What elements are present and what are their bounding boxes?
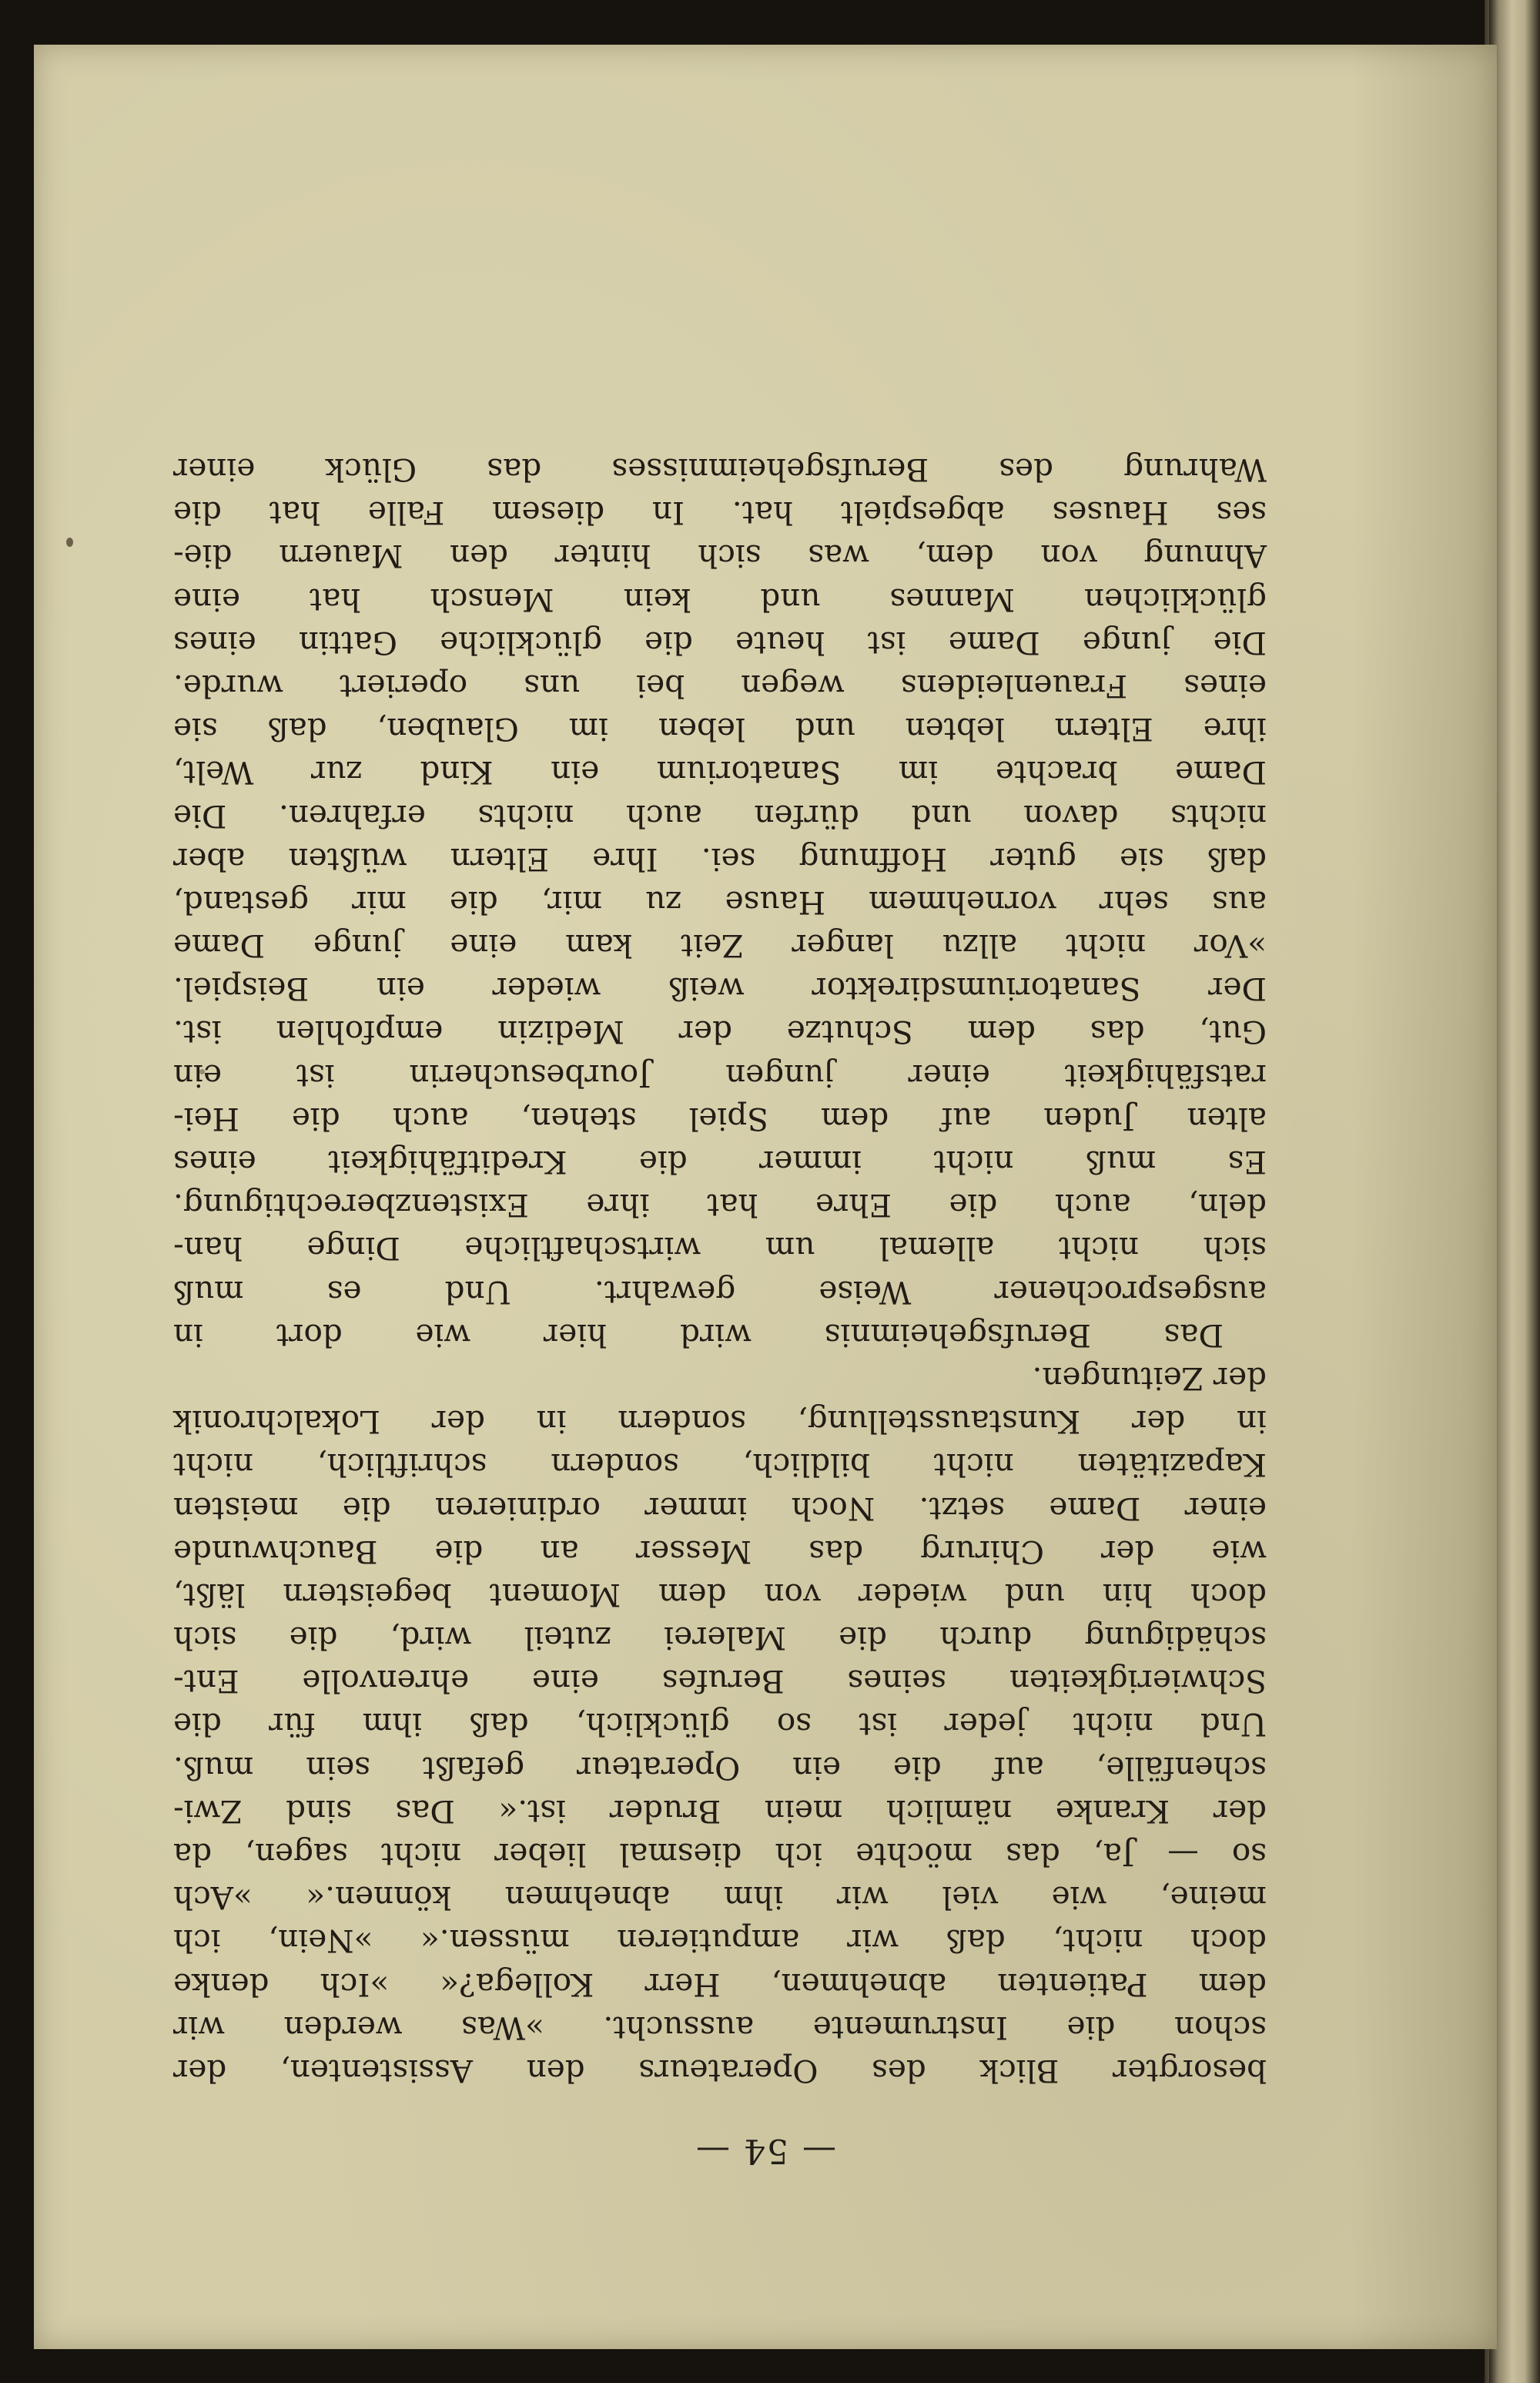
text-line: dem Patienten abnehmen, Herr Kollega?« »Ich denke	[173, 1966, 1267, 2003]
text-line: meine, wie viel wir ihm abnehmen können.« »Ach	[173, 1879, 1267, 1917]
text-line: doch nicht, daß wir amputieren müssen.« »Nein, ich	[173, 1922, 1267, 1960]
text-line: sich nicht allemal um wirtschaftliche Dinge han-	[173, 1230, 1267, 1268]
text-line: Es muß nicht immer die Kreditfähigkeit eines	[173, 1144, 1267, 1181]
text-line: der Zeitungen.	[1032, 1360, 1267, 1397]
text-line: Gut, das dem Schutze der Medizin empfohlen ist.	[173, 1014, 1267, 1051]
page-number: — 54 —	[695, 2131, 836, 2170]
text-line: »Vor nicht allzu langer Zeit kam eine junge Dame	[173, 927, 1267, 965]
text-line: Schwierigkeiten seines Berufes eine ehrenvolle Ent-	[173, 1663, 1267, 1701]
text-line: einer Dame setzt. Noch immer ordinieren die meisten	[173, 1490, 1267, 1527]
rotated-page-content	[34, 45, 1497, 2349]
text-line: Der Sanatoriumsdirektor weiß wieder ein Beispiel.	[173, 970, 1267, 1008]
text-line: doch hin und wieder von dem Moment begeistern läßt,	[173, 1576, 1267, 1614]
text-line: ratsfähigkeit einer jungen Jourbesucherin ist ein	[173, 1057, 1267, 1094]
text-line: eines Frauenleidens wegen bei uns operiert wurde.	[173, 668, 1267, 705]
text-line: Dame brachte im Sanatorium ein Kind zur Welt,	[173, 754, 1267, 792]
text-line: nichts davon und dürfen auch nichts erfahren. Die	[173, 797, 1267, 835]
text-line: Kapazitäten nicht bildlich, sondern schriftlich, nicht	[173, 1446, 1267, 1484]
text-line: schädigung durch die Malerei zuteil wird, die sich	[173, 1620, 1267, 1657]
text-line: Und nicht jeder ist so glücklich, daß ihm für die	[173, 1706, 1267, 1744]
text-line: Ahnung von dem, was sich hinter den Mauern die-	[173, 538, 1267, 575]
text-line: deln, auch die Ehre hat ihre Existenzberechtigung.	[173, 1187, 1267, 1225]
page-sheet	[34, 45, 1497, 2349]
text-line: ausgesprochener Weise gewahrt. Und es muß	[173, 1273, 1267, 1311]
text-line: ses Hauses abgespielt hat. In diesem Falle hat die	[173, 494, 1267, 532]
text-line: alten Juden auf dem Spiel stehen, auch die Hei-	[173, 1100, 1267, 1138]
body-text	[173, 448, 1267, 2093]
text-line: in der Kunstausstellung, sondern in der Lokalchronik	[173, 1403, 1267, 1441]
text-line: glücklichen Mannes und kein Mensch hat eine	[173, 581, 1267, 618]
text-line: Wahrung des Berufsgeheimnisses das Glück einer	[173, 451, 1267, 489]
text-line: der Kranke nämlich mein Bruder ist.« Das sind Zwi-	[173, 1792, 1267, 1830]
text-line: Die junge Dame ist heute die glückliche Gattin eines	[173, 624, 1267, 662]
text-line: aus sehr vornehmem Hause zu mir, die mir gestand,	[173, 883, 1267, 921]
text-line: so — Ja, das möchte ich diesmal lieber nicht sagen, da	[173, 1836, 1267, 1874]
text-line: schon die Instrumente aussucht. »Was werden wir	[173, 2009, 1267, 2046]
text-line: ihre Eltern lebten und leben im Glauben, daß sie	[173, 711, 1267, 749]
text-line: besorgter Blick des Operateurs den Assistenten, der	[173, 2053, 1267, 2090]
text-line: wie der Chirurg das Messer an die Bauchwunde	[173, 1533, 1267, 1570]
text-line: Das Berufsgeheimnis wird hier wie dort in	[173, 1316, 1224, 1354]
text-line: schenfälle, auf die ein Operateur gefaßt sein muß.	[173, 1749, 1267, 1787]
text-line: daß sie guter Hoffnung sei. Ihre Eltern wüßten aber	[173, 840, 1267, 878]
